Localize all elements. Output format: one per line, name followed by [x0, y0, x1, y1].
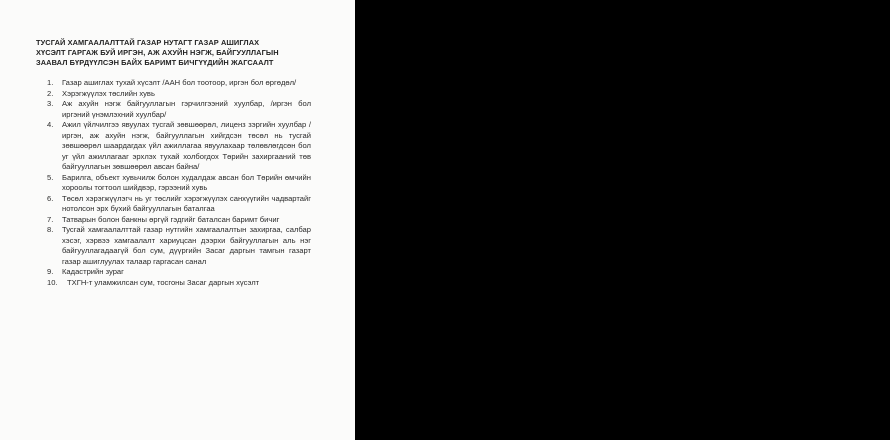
list-item-number: 9. [47, 267, 54, 276]
list-item-text: Хэрэгжүүлэх төслийн хувь [62, 88, 155, 98]
list-item-text: Барилга, объект хувьчилж болон худалдаж авсан бол Төрийн өмчийн хороолы тогтоол шийдвэр, гэрээний хувь [62, 172, 311, 192]
list-item [47, 278, 311, 289]
list-item-number: 4. [47, 120, 54, 129]
list-item-number: 7. [47, 214, 54, 224]
list-item [47, 173, 311, 194]
list-item-number: 10. [47, 277, 58, 287]
list-item-number: 1. [47, 78, 54, 87]
list-item-text: Төсөл хэрэгжүүлэгч нь уг төслийг хэрэгжүүлэх санхүүгийн чадвартайг нотолсон эрх бүхий байгууллагын баталгаа [62, 193, 311, 213]
list-item [47, 194, 311, 215]
list-item-text: Ажил үйлчилгээ явуулах тусгай зөвшөөрөл, лиценз зэргийн хуулбар /иргэн, аж ахуйн нэгж, байгууллагын хийгдсэн төсөл нь тусгай зөвшөөрөл шаардагдах үйл ажиллагаа явуулахаар төлөвлөгдсөн бол уг үйл ажиллагааг эрхлэх тухай холбогдох Төрийн захиргааний төв байгууллагын зөвшөөрөл авсан байна/ [62, 120, 311, 171]
list-item-number: 2. [47, 88, 54, 98]
list-item-text: ТХГН-т уламжилсан сум, тосгоны Засаг даргын хүсэлт [67, 277, 260, 287]
list-item-number: 3. [47, 99, 54, 108]
list-item [47, 267, 311, 278]
title-line-2: ХҮСЭЛТ ГАРГАЖ БУЙ ИРГЭН, АЖ АХУЙН НЭГЖ, БАЙГУУЛЛАГЫН [36, 48, 279, 57]
list-item-number: 6. [47, 193, 54, 203]
list-item-text: Кадастрийн зураг [62, 267, 124, 276]
list-item-text: Газар ашиглах тухай хүсэлт /ААН бол тоотоор, иргэн бол өргөдөл/ [62, 78, 297, 87]
list-item-text: Татварын болон банкны өргүй гэдгийг баталсан баримт бичиг [62, 214, 280, 224]
list-item-text: Аж ахуйн нэгж байгууллагын гэрчилгээний хуулбар, /иргэн бол иргэний үнэмлэхний хуулбар/ [62, 99, 311, 119]
document-title [36, 38, 324, 68]
title-line-1: ТУСГАЙ ХАМГААЛАЛТТАЙ ГАЗАР НУТАГТ ГАЗАР АШИГЛАХ [36, 38, 260, 47]
requirements-list [47, 78, 311, 288]
list-item [47, 225, 311, 267]
list-item-text: Тусгай хамгаалалттай газар нутгийн хамгаалалтын захиргаа, салбар хэсэг, хэрвээ хамгаалалт хариуцсан дээрхи байгууллагын аль нэг байгууллагадаагүй бол сум, дүүргийн Засаг даргын тамгын газарт газар ашиглуулах талаар гаргасан санал [62, 225, 311, 266]
list-item [47, 120, 311, 173]
list-item [47, 215, 311, 226]
list-item [47, 99, 311, 120]
list-item-number: 8. [47, 225, 54, 234]
title-line-3: ЗААВАЛ БҮРДҮҮЛСЭН БАЙХ БАРИМТ БИЧГҮҮДИЙН ЖАГСААЛТ [36, 58, 274, 67]
list-item [47, 78, 311, 89]
list-item [47, 89, 311, 100]
document-page [0, 0, 355, 440]
list-item-number: 5. [47, 172, 54, 182]
